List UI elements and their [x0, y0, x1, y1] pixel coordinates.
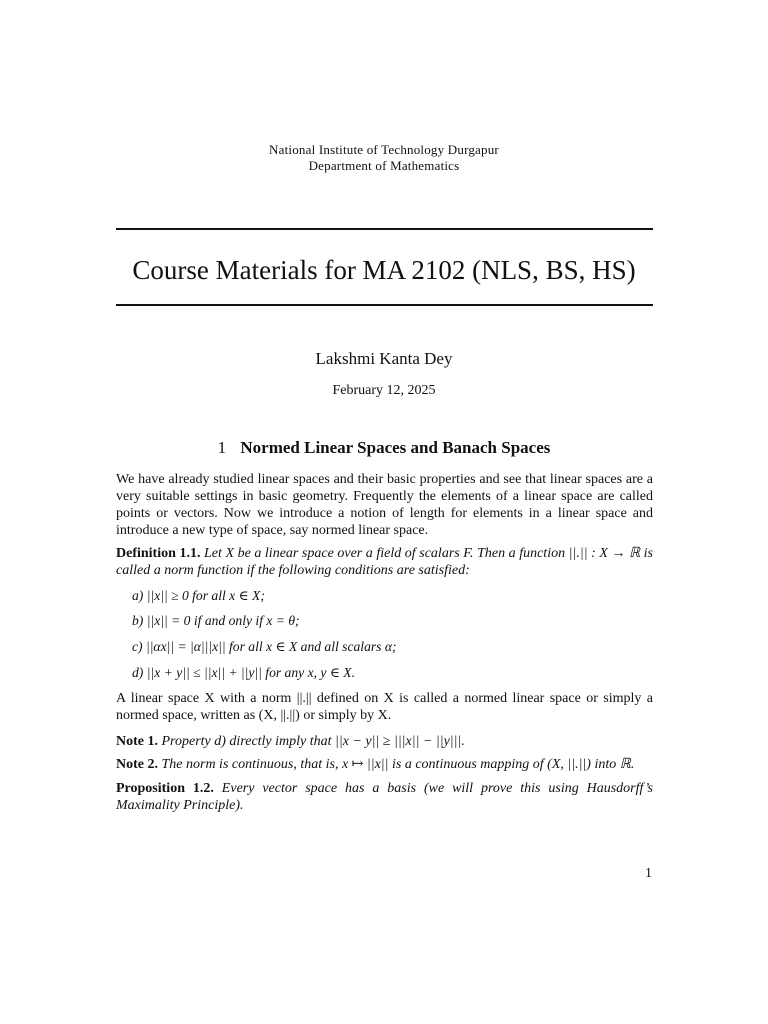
bottom-rule — [116, 304, 653, 306]
note-2-text: The norm is continuous, that is, x ↦ ||x|| is a continuous mapping of (X, ||.||) into ℝ. — [161, 757, 635, 772]
intro-paragraph: We have already studied linear spaces and their basic properties and see that linear spaces are a very suitable settings in basic geometry. Frequently the elements of a linear space are called points or vectors. Now we introduce a notion of length for elements in a linear space and introduce a new type of space, say normed linear space. — [116, 472, 653, 538]
note-2 — [116, 756, 653, 773]
definition-text: Let X be a linear space over a field of scalars F. Then a function ||.|| : X → ℝ is called a norm function if the following conditions are satisfied: — [116, 546, 653, 578]
definition-item-c: c) ||αx|| = |α|||x|| for all x ∈ X and all scalars α; — [132, 639, 397, 654]
document-title: Course Materials for MA 2102 (NLS, BS, HS) — [132, 255, 636, 285]
note-1-text: Property d) directly imply that ||x − y|| ≥ |||x|| − ||y|||. — [161, 734, 465, 749]
note-1 — [116, 733, 653, 750]
section-title: Normed Linear Spaces and Banach Spaces — [240, 438, 551, 457]
proposition-label: Proposition 1.2. — [116, 781, 214, 796]
normed-space-paragraph: A linear space X with a norm ||.|| defined on X is called a normed linear space or simply a normed space, written as (X, ||.||) or simply by X. — [116, 691, 653, 723]
section-number: 1 — [217, 438, 227, 457]
note-2-label: Note 2. — [116, 757, 158, 772]
definition-item-d: d) ||x + y|| ≤ ||x|| + ||y|| for any x, y ∈ X. — [132, 665, 356, 680]
top-rule — [116, 228, 653, 230]
definition-paragraph — [116, 545, 653, 579]
institute-name: National Institute of Technology Durgapur — [269, 142, 499, 157]
proposition-paragraph — [116, 780, 653, 814]
section-heading — [0, 438, 768, 458]
department-name: Department of Mathematics — [308, 158, 460, 173]
definition-item-b: b) ||x|| = 0 if and only if x = θ; — [132, 613, 300, 628]
definition-label: Definition 1.1. — [116, 546, 201, 561]
note-1-label: Note 1. — [116, 734, 158, 749]
proposition-text: Every vector space has a basis (we will prove this using Hausdorff’s Maximality Principle). — [116, 781, 653, 813]
author-name: Lakshmi Kanta Dey — [315, 349, 453, 368]
page-number: 1 — [645, 866, 652, 881]
document-date: February 12, 2025 — [332, 383, 436, 398]
definition-item-a: a) ||x|| ≥ 0 for all x ∈ X; — [132, 588, 265, 603]
